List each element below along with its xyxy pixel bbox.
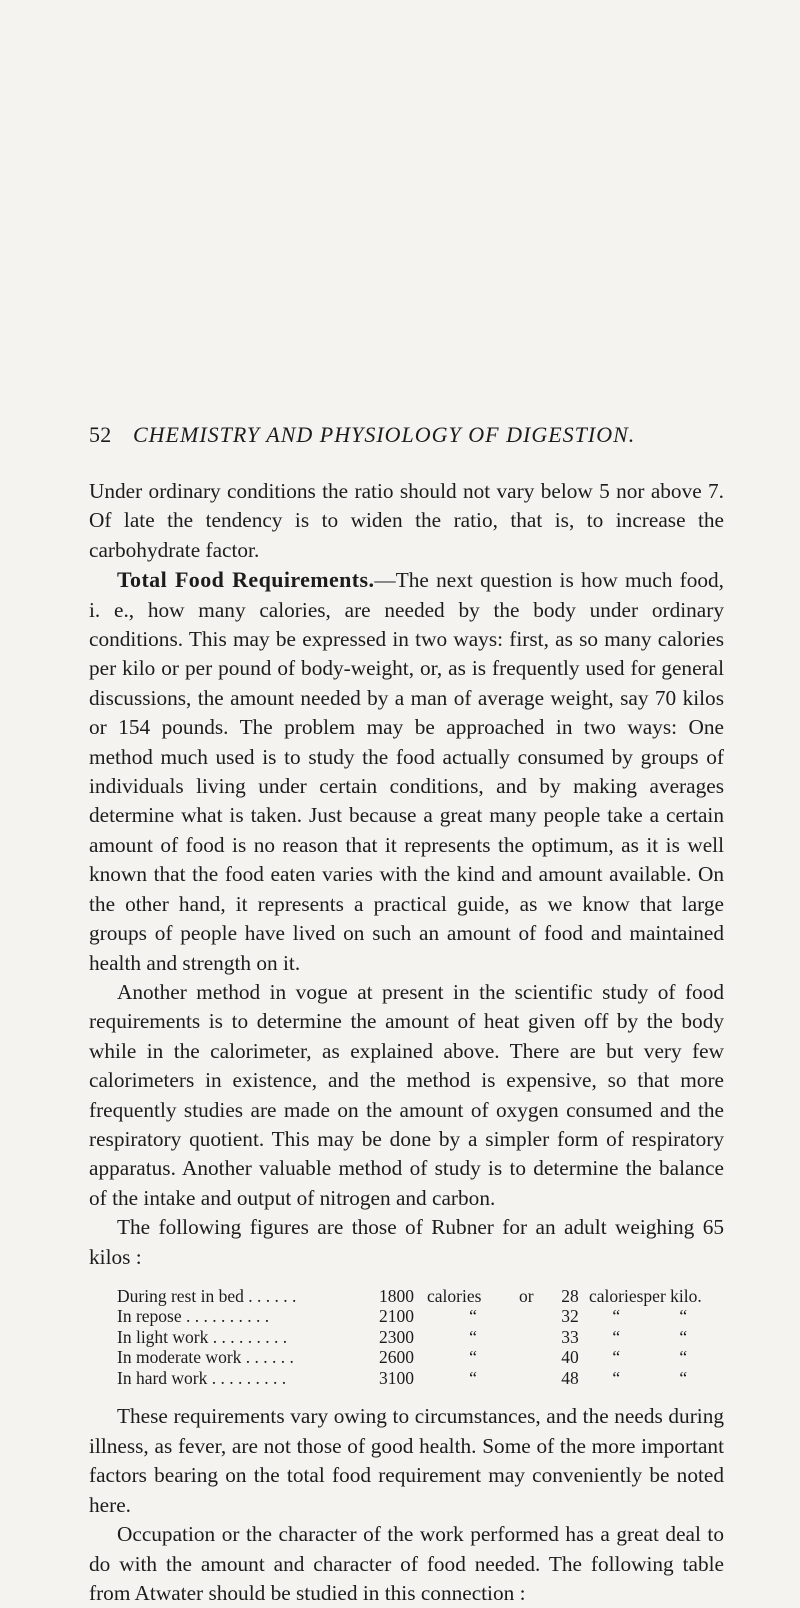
paragraph-2 <box>89 565 724 978</box>
table-cell-c2 <box>519 1347 551 1368</box>
running-title: CHEMISTRY AND PHYSIOLOGY OF DIGESTION. <box>133 422 636 447</box>
paragraph-5: These requirements vary owing to circumstances, and the needs during illness, as fever, are not those of good health. Some of the more important factors bearing on the total food requirement may conveniently be noted here. <box>89 1404 724 1517</box>
table-cell-value: 1800 <box>379 1285 414 1306</box>
paragraph-6: Occupation or the character of the work performed has a great deal to do with the amount and character of food needed. The following table from Atwater should be studied in this connection : <box>89 1522 724 1605</box>
table-cell-activity: In light work . . . . . . . . . <box>117 1326 288 1347</box>
table-cell-c2 <box>519 1306 551 1327</box>
requirements-table <box>117 1286 723 1389</box>
table-cell-c4: per kilo. <box>643 1285 702 1306</box>
table-row <box>117 1306 723 1327</box>
table-cell-c3: “ <box>612 1306 621 1327</box>
table-cell-c1: calories <box>427 1285 482 1306</box>
table-cell-c4: “ <box>679 1347 688 1368</box>
body-text <box>89 477 724 1608</box>
page-number: 52 <box>89 422 112 447</box>
table-cell-c1: “ <box>469 1326 477 1347</box>
table-cell-value: 3100 <box>379 1367 414 1388</box>
table-cell-c2 <box>519 1368 551 1389</box>
table-cell-activity: In repose . . . . . . . . . . <box>117 1306 270 1327</box>
running-head <box>89 422 729 448</box>
table-cell-c4: “ <box>679 1326 688 1347</box>
table-cell-c4: “ <box>679 1306 688 1327</box>
table-cell-activity: In hard work . . . . . . . . . <box>117 1367 287 1388</box>
section-heading: Total Food Requirements. <box>117 567 375 593</box>
paragraph-2-body: —The next question is how much food, i. e., how many calories, are needed by the body under ordinary conditions. This may be expressed in two ways: first, as so many calories per kilo or per pound of body-weight, or, as is frequently used for general discussions, the amount needed by a man of average weight, say 70 kilos or 154 pounds. The problem may be approached in two ways: One method much used is to study the food actually consumed by groups of individuals living under certain conditions, and by making averages determine what is taken. Just because a great many people take a certain amount of food is no reason that it represents the optimum, as it is well known that the food eaten varies with the kind and amount available. On the other hand, it represents a practical guide, as we know that large groups of people have lived on such an amount of food and maintained health and strength on it. <box>89 568 724 975</box>
table-cell-c3: “ <box>612 1347 621 1368</box>
paragraph-1: Under ordinary conditions the ratio should not vary below 5 nor above 7. Of late the tendency is to widen the ratio, that is, to increase the carbohydrate factor. <box>89 479 724 562</box>
table-cell-c1: “ <box>469 1306 477 1327</box>
table-cell-c2: or <box>519 1285 534 1306</box>
table-cell-c3: “ <box>612 1326 621 1347</box>
paragraph-3: Another method in vogue at present in the scientific study of food requirements is to determine the amount of heat given off by the body while in the calorimeter, as explained above. There are but very few calorimeters in existence, and the method is expensive, so that more frequently studies are made on the amount of oxygen consumed and the respiratory quotient. This may be done by a simpler form of respiratory apparatus. Another valuable method of study is to determine the balance of the intake and output of nitrogen and carbon. <box>89 979 724 1210</box>
table-row <box>117 1368 723 1389</box>
table-cell-c2 <box>519 1327 551 1348</box>
table-cell-activity: During rest in bed . . . . . . <box>117 1285 297 1306</box>
table-cell-per: 32 <box>561 1306 579 1327</box>
table-cell-per: 28 <box>561 1285 579 1306</box>
table-cell-c4: “ <box>679 1367 688 1388</box>
table-cell-per: 48 <box>561 1367 579 1388</box>
table-cell-per: 40 <box>561 1347 579 1368</box>
table-cell-c3: calories <box>589 1285 644 1306</box>
table-cell-c1: “ <box>469 1367 477 1388</box>
paragraph-4: The following figures are those of Rubner for an adult weighing 65 kilos : <box>89 1215 724 1269</box>
table-row <box>117 1327 723 1348</box>
table-cell-c3: “ <box>612 1367 621 1388</box>
table-cell-c1: “ <box>469 1347 477 1368</box>
table-cell-value: 2600 <box>379 1347 414 1368</box>
table-cell-value: 2100 <box>379 1306 414 1327</box>
table-row <box>117 1347 723 1368</box>
table-cell-value: 2300 <box>379 1326 414 1347</box>
table-cell-activity: In moderate work . . . . . . <box>117 1347 294 1368</box>
table-cell-per: 33 <box>561 1326 579 1347</box>
table-row <box>117 1286 723 1307</box>
